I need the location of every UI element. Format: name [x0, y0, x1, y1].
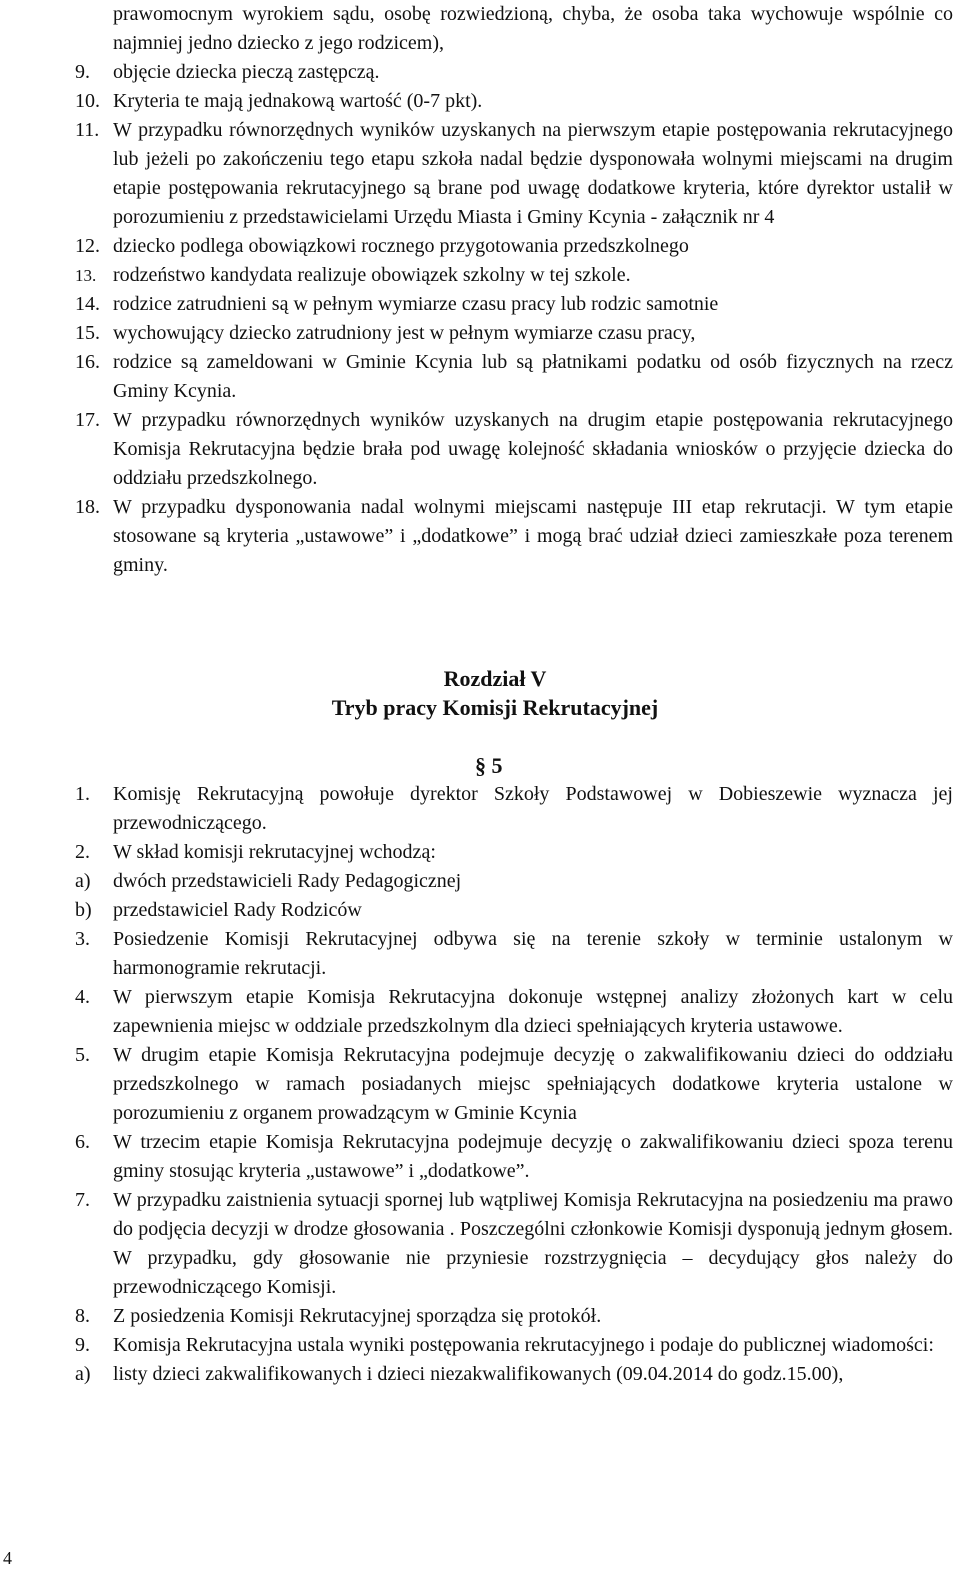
item-text: prawomocnym wyrokiem sądu, osobę rozwiedzioną, chyba, że osoba taka wychowuje wspólnie co najmniej jedno dziecko z jego rodzicem), [113, 3, 953, 54]
list-item [75, 1331, 953, 1360]
item-number: 17. [75, 409, 100, 431]
criteria-list [75, 0, 953, 580]
item-text: W pierwszym etapie Komisja Rekrutacyjna dokonuje wstępnej analizy złożonych kart w celu zapewnienia miejsc w oddziale przedszkolnym dla dzieci spełniających kryteria ustawowe. [113, 986, 953, 1037]
list-item [75, 116, 953, 232]
list-item [75, 290, 953, 319]
item-text: dziecko podlega obowiązkowi rocznego przygotowania przedszkolnego [113, 235, 689, 257]
chapter-title: Rozdział V [443, 666, 547, 691]
item-number: 14. [75, 293, 100, 315]
item-number: 11. [75, 119, 100, 141]
item-text: W trzecim etapie Komisja Rekrutacyjna podejmuje decyzję o zakwalifikowaniu dzieci spoza terenu gminy stosując kryteria „ustawowe” i „dodatkowe”. [113, 1131, 953, 1182]
item-number: b) [75, 899, 92, 921]
list-item [75, 838, 953, 867]
item-number: 15. [75, 322, 100, 344]
list-item [75, 348, 953, 406]
list-item [75, 1041, 953, 1128]
item-number: 4. [75, 986, 90, 1008]
item-text: Komisja Rekrutacyjna ustala wyniki postępowania rekrutacyjnego i podaje do publicznej wiadomości: [113, 1334, 934, 1356]
item-text: rodzice zatrudnieni są w pełnym wymiarze czasu pracy lub rodzic samotnie [113, 293, 719, 315]
item-number: 6. [75, 1131, 90, 1153]
item-text: Kryteria te mają jednakową wartość (0-7 pkt). [113, 90, 483, 112]
item-text: objęcie dziecka pieczą zastępczą. [113, 61, 380, 83]
list-item [75, 232, 953, 261]
item-text: Z posiedzenia Komisji Rekrutacyjnej sporządza się protokół. [113, 1305, 602, 1327]
list-item [75, 0, 953, 58]
item-number: 9. [75, 1334, 90, 1356]
list-item [75, 1302, 953, 1331]
item-number: 10. [75, 90, 100, 112]
item-text: przedstawiciel Rady Rodziców [113, 899, 362, 921]
list-item [75, 261, 953, 290]
item-number: a) [75, 870, 91, 892]
item-number: a) [75, 1363, 91, 1385]
item-number: 9. [75, 61, 90, 83]
item-text: W przypadku zaistnienia sytuacji spornej lub wątpliwej Komisja Rekrutacyjna na posiedzeniu ma prawo do podjęcia decyzji w drodze głosowania . Poszczególni członkowie Komisji dysponują jednym głosem. W przypadku, gdy głosowanie nie przyniesie rozstrzygnięcia – decydujący głos należy do przewodniczącego Komisji. [113, 1189, 953, 1298]
list-item [75, 780, 953, 838]
list-item [75, 983, 953, 1041]
list-item [75, 1360, 953, 1389]
item-text: W przypadku równorzędnych wyników uzyskanych na pierwszym etapie postępowania rekrutacyjnego lub jeżeli po zakończeniu tego etapu szkoła nadal będzie dysponowała wolnymi miejscami na drugim etapie postępowania rekrutacyjnego są brane pod uwagę dodatkowe kryteria, które dyrektor ustalił w porozumieniu z przedstawicielami Urzędu Miasta i Gminy Kcynia - załącznik nr 4 [113, 119, 953, 228]
item-text: rodzice są zameldowani w Gminie Kcynia lub są płatnikami podatku od osób fizycznych na rzecz Gminy Kcynia. [113, 351, 953, 402]
item-number: 12. [75, 235, 100, 257]
item-text: listy dzieci zakwalifikowanych i dzieci niezakwalifikowanych (09.04.2014 do godz.15.00), [113, 1363, 844, 1385]
list-item [75, 896, 953, 925]
item-number: 7. [75, 1189, 90, 1211]
chapter-subtitle: Tryb pracy Komisji Rekrutacyjnej [331, 695, 659, 720]
section-sign-icon: § [475, 753, 486, 778]
item-number: 5. [75, 1044, 90, 1066]
item-text: Komisję Rekrutacyjną powołuje dyrektor Szkoły Podstawowej w Dobieszewie wyznacza jej przewodniczącego. [113, 783, 953, 834]
paragraph-number: 5 [491, 753, 503, 778]
list-item [75, 867, 953, 896]
item-number [75, 0, 113, 58]
list-item [75, 1186, 953, 1302]
item-text: rodzeństwo kandydata realizuje obowiązek szkolny w tej szkole. [113, 264, 631, 286]
page-number: 4 [3, 1548, 12, 1568]
item-number: 8. [75, 1305, 90, 1327]
item-text: W drugim etapie Komisja Rekrutacyjna podejmuje decyzję o zakwalifikowaniu dzieci do oddziału przedszkolnego w ramach posiadanych miejsc spełniających dodatkowe kryteria ustalone w porozumieniu z organem prowadzącym w Gminie Kcynia [113, 1044, 953, 1124]
item-number: 3. [75, 928, 90, 950]
item-text: W przypadku równorzędnych wyników uzyskanych na drugim etapie postępowania rekrutacyjnego Komisja Rekrutacyjna będzie brała pod uwagę kolejność składania wniosków o przyjęcie dziecka do oddziału przedszkolnego. [113, 409, 953, 489]
item-text: dwóch przedstawicieli Rady Pedagogicznej [113, 870, 462, 892]
list-item [75, 1128, 953, 1186]
item-number: 13. [75, 266, 97, 285]
paragraph-mark [475, 751, 503, 781]
item-text: W skład komisji rekrutacyjnej wchodzą: [113, 841, 436, 863]
list-item [75, 319, 953, 348]
commission-rules-list [75, 780, 953, 1389]
item-text: wychowujący dziecko zatrudniony jest w pełnym wymiarze czasu pracy, [113, 322, 696, 344]
list-item [75, 925, 953, 983]
item-number: 1. [75, 783, 90, 805]
item-number: 18. [75, 496, 100, 518]
list-item [75, 87, 953, 116]
item-text: Posiedzenie Komisji Rekrutacyjnej odbywa się na terenie szkoły w terminie ustalonym w harmonogramie rekrutacji. [113, 928, 953, 979]
item-number: 16. [75, 351, 100, 373]
item-text: W przypadku dysponowania nadal wolnymi miejscami następuje III etap rekrutacji. W tym etapie stosowane są kryteria „ustawowe” i „dodatkowe” i mogą brać udział dzieci zamieszkałe poza terenem gminy. [113, 496, 953, 576]
list-item [75, 406, 953, 493]
item-number: 2. [75, 841, 90, 863]
list-item [75, 58, 953, 87]
list-item [75, 493, 953, 580]
